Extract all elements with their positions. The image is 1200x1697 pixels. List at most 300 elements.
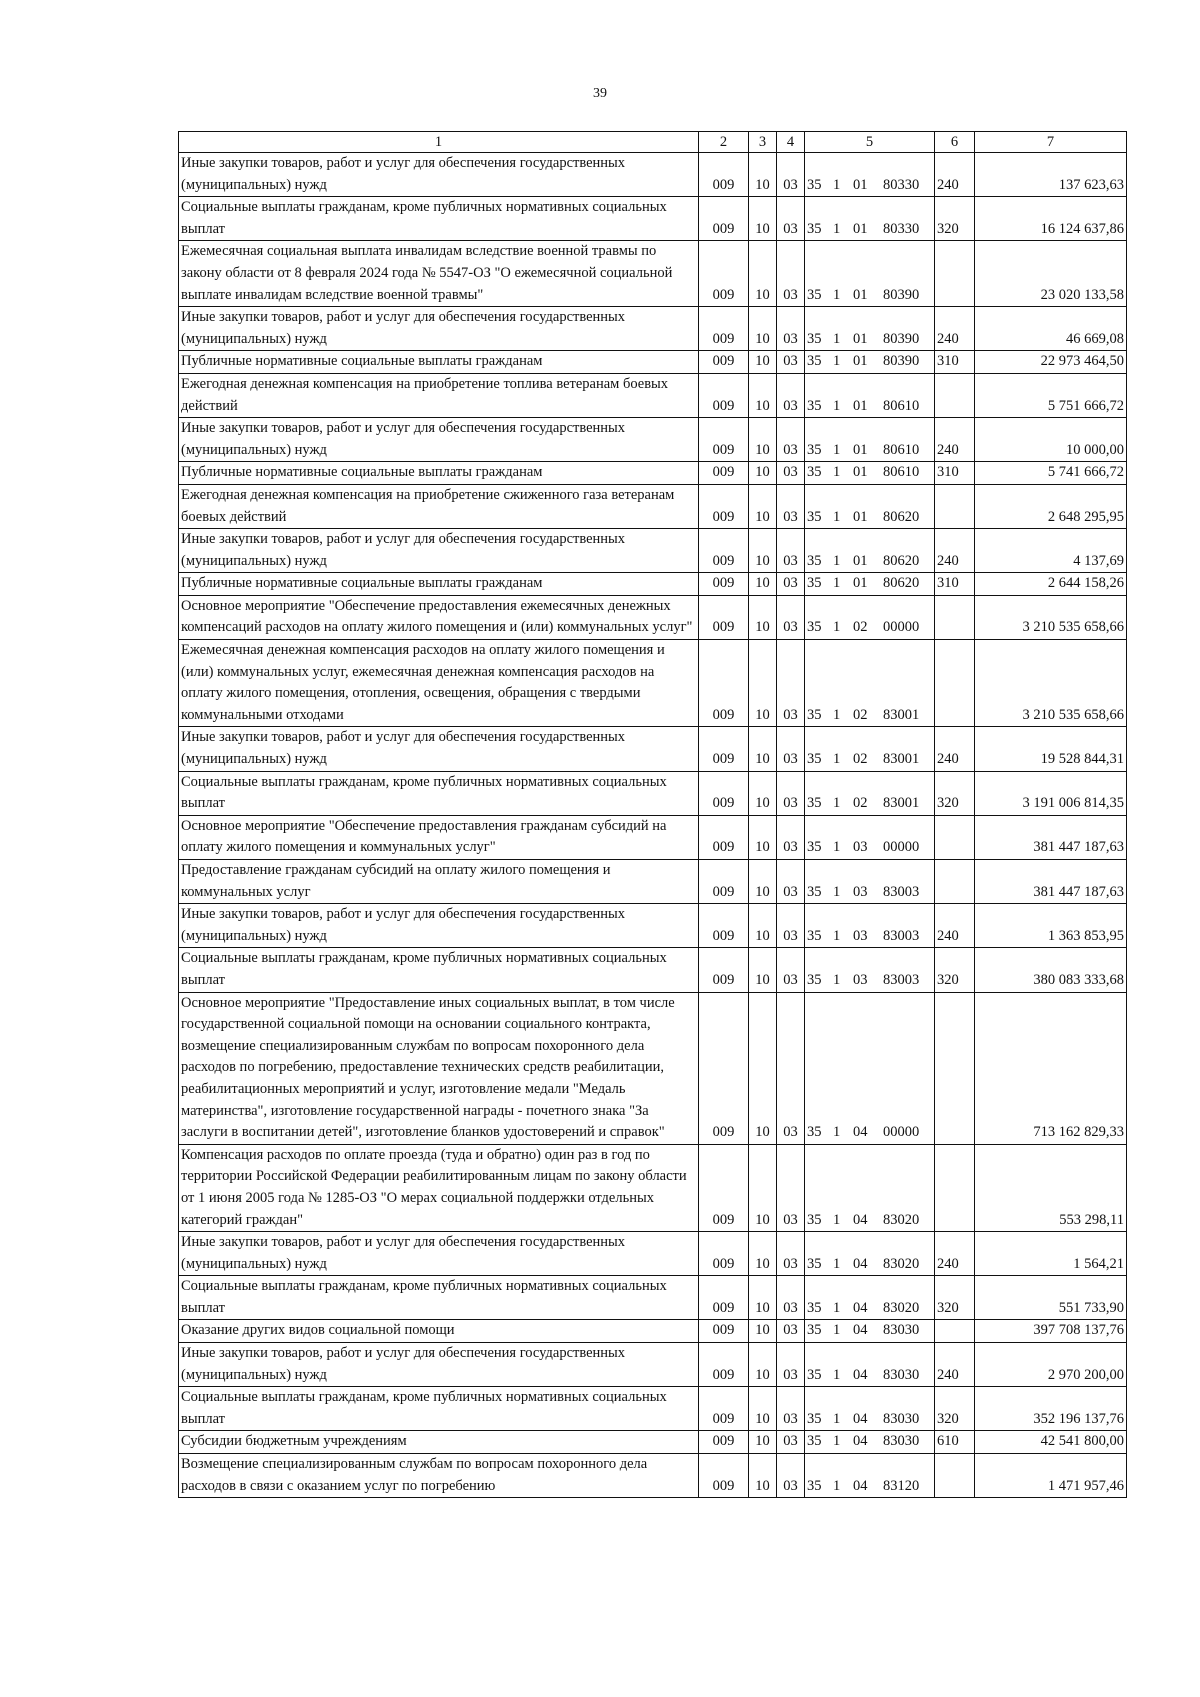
table-row (179, 197, 1127, 241)
target-article-part: 04 (853, 1211, 868, 1228)
target-article-part: 01 (853, 353, 868, 370)
target-article-part: 80610 (883, 441, 920, 458)
row-ministry-code: 009 (699, 1232, 749, 1276)
row-amount: 46 669,08 (975, 307, 1127, 351)
row-target-article-code (805, 484, 935, 528)
row-expense-type-code: 240 (935, 418, 975, 462)
row-section-code: 10 (749, 1320, 777, 1343)
row-name: Предоставление гражданам субсидий на оплату жилого помещения и коммунальных услуг (179, 860, 699, 904)
row-target-article-code (805, 351, 935, 374)
row-target-article-code (805, 860, 935, 904)
row-target-article-code (805, 1320, 935, 1343)
row-expense-type-code (935, 1144, 975, 1231)
table-row (179, 948, 1127, 992)
row-subsection-code: 03 (777, 1343, 805, 1387)
row-expense-type-code (935, 1454, 975, 1498)
target-article-part: 35 (807, 619, 822, 636)
target-article-part: 80390 (883, 330, 920, 347)
row-section-code: 10 (749, 197, 777, 241)
row-name: Социальные выплаты гражданам, кроме публичных нормативных социальных выплат (179, 948, 699, 992)
row-target-article-code (805, 771, 935, 815)
row-name: Иные закупки товаров, работ и услуг для обеспечения государственных (муниципальных) нужд (179, 153, 699, 197)
table-row (179, 904, 1127, 948)
target-article-part: 83030 (883, 1433, 920, 1450)
target-article-part: 1 (833, 1211, 841, 1228)
row-name: Основное мероприятие "Обеспечение предоставления гражданам субсидий на оплату жилого помещения и коммунальных услуг" (179, 815, 699, 859)
row-section-code: 10 (749, 1232, 777, 1276)
row-target-article-code (805, 1454, 935, 1498)
row-subsection-code: 03 (777, 1276, 805, 1320)
row-amount: 19 528 844,31 (975, 727, 1127, 771)
header-cell-2: 2 (699, 132, 749, 153)
target-article-part: 1 (833, 1124, 841, 1141)
row-target-article-code (805, 1276, 935, 1320)
table-row (179, 153, 1127, 197)
row-target-article-code (805, 153, 935, 197)
target-article-part: 35 (807, 1322, 822, 1339)
row-amount: 42 541 800,00 (975, 1431, 1127, 1454)
row-target-article-code (805, 307, 935, 351)
target-article-part: 01 (853, 330, 868, 347)
target-article-part: 00000 (883, 1124, 920, 1141)
target-article-part: 04 (853, 1299, 868, 1316)
row-amount: 713 162 829,33 (975, 992, 1127, 1144)
row-name: Социальные выплаты гражданам, кроме публичных нормативных социальных выплат (179, 1276, 699, 1320)
row-ministry-code: 009 (699, 418, 749, 462)
row-amount: 2 644 158,26 (975, 573, 1127, 596)
row-ministry-code: 009 (699, 771, 749, 815)
budget-table (178, 131, 1127, 1498)
table-row (179, 1343, 1127, 1387)
target-article-part: 35 (807, 1410, 822, 1427)
row-expense-type-code: 310 (935, 573, 975, 596)
row-target-article-code (805, 640, 935, 727)
row-target-article-code (805, 992, 935, 1144)
target-article-part: 80330 (883, 220, 920, 237)
row-subsection-code: 03 (777, 373, 805, 417)
row-target-article-code (805, 1431, 935, 1454)
header-cell-7: 7 (975, 132, 1127, 153)
target-article-part: 01 (853, 464, 868, 481)
target-article-part: 02 (853, 751, 868, 768)
row-amount: 381 447 187,63 (975, 815, 1127, 859)
row-subsection-code: 03 (777, 992, 805, 1144)
target-article-part: 35 (807, 1299, 822, 1316)
row-name: Публичные нормативные социальные выплаты гражданам (179, 462, 699, 485)
target-article-part: 35 (807, 353, 822, 370)
target-article-part: 03 (853, 971, 868, 988)
header-cell-3: 3 (749, 132, 777, 153)
header-cell-4: 4 (777, 132, 805, 153)
row-target-article-code (805, 573, 935, 596)
table-row (179, 462, 1127, 485)
target-article-part: 1 (833, 397, 841, 414)
header-cell-5: 5 (805, 132, 935, 153)
row-subsection-code: 03 (777, 640, 805, 727)
row-ministry-code: 009 (699, 1144, 749, 1231)
row-name: Иные закупки товаров, работ и услуг для обеспечения государственных (муниципальных) нужд (179, 529, 699, 573)
target-article-part: 35 (807, 552, 822, 569)
row-expense-type-code: 240 (935, 529, 975, 573)
row-ministry-code: 009 (699, 307, 749, 351)
table-row (179, 1276, 1127, 1320)
table-row (179, 1387, 1127, 1431)
row-ministry-code: 009 (699, 860, 749, 904)
target-article-part: 1 (833, 575, 841, 592)
row-name: Публичные нормативные социальные выплаты гражданам (179, 351, 699, 374)
row-target-article-code (805, 418, 935, 462)
target-article-part: 35 (807, 176, 822, 193)
row-name: Ежемесячная социальная выплата инвалидам вследствие военной травмы по закону области от 8 февраля 2024 года № 5547-ОЗ "О ежемесячной социальной выплате инвалидам вследствие военной травмы" (179, 241, 699, 307)
row-section-code: 10 (749, 727, 777, 771)
row-target-article-code (805, 529, 935, 573)
target-article-part: 35 (807, 795, 822, 812)
row-ministry-code: 009 (699, 727, 749, 771)
row-section-code: 10 (749, 307, 777, 351)
target-article-part: 35 (807, 1124, 822, 1141)
row-ministry-code: 009 (699, 351, 749, 374)
row-subsection-code: 03 (777, 904, 805, 948)
target-article-part: 80620 (883, 575, 920, 592)
target-article-part: 83003 (883, 883, 920, 900)
row-subsection-code: 03 (777, 573, 805, 596)
row-subsection-code: 03 (777, 1387, 805, 1431)
row-ministry-code: 009 (699, 484, 749, 528)
row-section-code: 10 (749, 771, 777, 815)
row-name: Иные закупки товаров, работ и услуг для обеспечения государственных (муниципальных) нужд (179, 727, 699, 771)
row-subsection-code: 03 (777, 197, 805, 241)
target-article-part: 01 (853, 176, 868, 193)
table-row (179, 484, 1127, 528)
row-amount: 380 083 333,68 (975, 948, 1127, 992)
row-target-article-code (805, 1232, 935, 1276)
row-name: Компенсация расходов по оплате проезда (туда и обратно) один раз в год по территории Российской Федерации реабилитированным лицам по закону области от 1 июня 2005 года № 1285-ОЗ "О мерах социальной поддержки отдельных категорий граждан" (179, 1144, 699, 1231)
target-article-part: 35 (807, 927, 822, 944)
table-row (179, 640, 1127, 727)
row-expense-type-code: 610 (935, 1431, 975, 1454)
row-section-code: 10 (749, 484, 777, 528)
row-subsection-code: 03 (777, 351, 805, 374)
row-expense-type-code: 320 (935, 771, 975, 815)
target-article-part: 01 (853, 552, 868, 569)
target-article-part: 1 (833, 971, 841, 988)
row-expense-type-code (935, 640, 975, 727)
row-name: Ежемесячная денежная компенсация расходов на оплату жилого помещения и (или) коммунальных услуг, ежемесячная денежная компенсация расходов на оплату жилого помещения, отопления, освещения, обращения с твердыми коммунальными отходами (179, 640, 699, 727)
row-amount: 3 210 535 658,66 (975, 640, 1127, 727)
table-row (179, 815, 1127, 859)
row-name: Ежегодная денежная компенсация на приобретение сжиженного газа ветеранам боевых действий (179, 484, 699, 528)
target-article-part: 03 (853, 927, 868, 944)
row-target-article-code (805, 462, 935, 485)
row-expense-type-code (935, 241, 975, 307)
target-article-part: 1 (833, 1366, 841, 1383)
row-section-code: 10 (749, 241, 777, 307)
row-section-code: 10 (749, 1454, 777, 1498)
target-article-part: 1 (833, 795, 841, 812)
header-cell-6: 6 (935, 132, 975, 153)
row-section-code: 10 (749, 1431, 777, 1454)
target-article-part: 1 (833, 176, 841, 193)
row-name: Основное мероприятие "Предоставление иных социальных выплат, в том числе государственной социальной помощи на основании социального контракта, возмещение специализированным службам по вопросам похоронного дела расходов по погребению, предоставление технических средств реабилитации, реабилитационных мероприятий и услуг, изготовление медали "Медаль материнства", изготовление государственной награды - почетного знака "За заслуги в воспитании детей", изготовление бланков удостоверений и справок" (179, 992, 699, 1144)
row-name: Иные закупки товаров, работ и услуг для обеспечения государственных (муниципальных) нужд (179, 904, 699, 948)
row-name: Иные закупки товаров, работ и услуг для обеспечения государственных (муниципальных) нужд (179, 1343, 699, 1387)
target-article-part: 35 (807, 220, 822, 237)
row-section-code: 10 (749, 904, 777, 948)
target-article-part: 83030 (883, 1366, 920, 1383)
row-subsection-code: 03 (777, 462, 805, 485)
target-article-part: 80610 (883, 464, 920, 481)
row-expense-type-code: 240 (935, 904, 975, 948)
target-article-part: 83001 (883, 795, 920, 812)
row-name: Иные закупки товаров, работ и услуг для обеспечения государственных (муниципальных) нужд (179, 1232, 699, 1276)
row-subsection-code: 03 (777, 1320, 805, 1343)
row-ministry-code: 009 (699, 573, 749, 596)
row-subsection-code: 03 (777, 1454, 805, 1498)
target-article-part: 04 (853, 1410, 868, 1427)
row-ministry-code: 009 (699, 462, 749, 485)
target-article-part: 00000 (883, 619, 920, 636)
target-article-part: 1 (833, 839, 841, 856)
row-expense-type-code: 320 (935, 197, 975, 241)
row-ministry-code: 009 (699, 1343, 749, 1387)
table-row (179, 307, 1127, 351)
target-article-part: 35 (807, 575, 822, 592)
target-article-part: 35 (807, 883, 822, 900)
row-name: Публичные нормативные социальные выплаты гражданам (179, 573, 699, 596)
target-article-part: 01 (853, 220, 868, 237)
table-row (179, 860, 1127, 904)
target-article-part: 02 (853, 706, 868, 723)
row-section-code: 10 (749, 153, 777, 197)
target-article-part: 04 (853, 1255, 868, 1272)
row-subsection-code: 03 (777, 1431, 805, 1454)
row-subsection-code: 03 (777, 307, 805, 351)
row-ministry-code: 009 (699, 529, 749, 573)
target-article-part: 01 (853, 441, 868, 458)
target-article-part: 35 (807, 1255, 822, 1272)
target-article-part: 83003 (883, 927, 920, 944)
row-amount: 553 298,11 (975, 1144, 1127, 1231)
row-amount: 137 623,63 (975, 153, 1127, 197)
row-target-article-code (805, 1343, 935, 1387)
row-section-code: 10 (749, 373, 777, 417)
row-expense-type-code (935, 373, 975, 417)
row-expense-type-code: 240 (935, 1343, 975, 1387)
target-article-part: 00000 (883, 839, 920, 856)
row-amount: 16 124 637,86 (975, 197, 1127, 241)
target-article-part: 83020 (883, 1211, 920, 1228)
row-name: Иные закупки товаров, работ и услуг для обеспечения государственных (муниципальных) нужд (179, 418, 699, 462)
row-amount: 23 020 133,58 (975, 241, 1127, 307)
target-article-part: 04 (853, 1322, 868, 1339)
row-name: Возмещение специализированным службам по вопросам похоронного дела расходов в связи с оказанием услуг по погребению (179, 1454, 699, 1498)
row-ministry-code: 009 (699, 992, 749, 1144)
row-expense-type-code: 320 (935, 948, 975, 992)
row-section-code: 10 (749, 595, 777, 639)
row-amount: 397 708 137,76 (975, 1320, 1127, 1343)
target-article-part: 01 (853, 397, 868, 414)
table-row (179, 1431, 1127, 1454)
row-ministry-code: 009 (699, 1320, 749, 1343)
row-section-code: 10 (749, 1387, 777, 1431)
target-article-part: 01 (853, 575, 868, 592)
table-row (179, 727, 1127, 771)
row-expense-type-code (935, 992, 975, 1144)
row-ministry-code: 009 (699, 1387, 749, 1431)
target-article-part: 83001 (883, 751, 920, 768)
row-amount: 3 210 535 658,66 (975, 595, 1127, 639)
row-subsection-code: 03 (777, 529, 805, 573)
target-article-part: 1 (833, 508, 841, 525)
target-article-part: 01 (853, 286, 868, 303)
row-expense-type-code: 320 (935, 1387, 975, 1431)
row-ministry-code: 009 (699, 948, 749, 992)
target-article-part: 1 (833, 441, 841, 458)
row-ministry-code: 009 (699, 1454, 749, 1498)
row-expense-type-code: 240 (935, 727, 975, 771)
row-subsection-code: 03 (777, 1144, 805, 1231)
target-article-part: 80390 (883, 353, 920, 370)
table-row (179, 418, 1127, 462)
target-article-part: 1 (833, 619, 841, 636)
row-ministry-code: 009 (699, 1276, 749, 1320)
row-ministry-code: 009 (699, 640, 749, 727)
row-section-code: 10 (749, 992, 777, 1144)
table-row (179, 1454, 1127, 1498)
target-article-part: 83020 (883, 1299, 920, 1316)
target-article-part: 1 (833, 353, 841, 370)
row-amount: 22 973 464,50 (975, 351, 1127, 374)
target-article-part: 83020 (883, 1255, 920, 1272)
row-subsection-code: 03 (777, 418, 805, 462)
row-amount: 352 196 137,76 (975, 1387, 1127, 1431)
target-article-part: 1 (833, 883, 841, 900)
table-row (179, 992, 1127, 1144)
row-expense-type-code: 310 (935, 351, 975, 374)
row-section-code: 10 (749, 640, 777, 727)
row-amount: 3 191 006 814,35 (975, 771, 1127, 815)
row-name: Социальные выплаты гражданам, кроме публичных нормативных социальных выплат (179, 1387, 699, 1431)
row-name: Субсидии бюджетным учреждениям (179, 1431, 699, 1454)
row-target-article-code (805, 904, 935, 948)
target-article-part: 02 (853, 619, 868, 636)
target-article-part: 35 (807, 464, 822, 481)
row-expense-type-code (935, 484, 975, 528)
row-name: Ежегодная денежная компенсация на приобретение топлива ветеранам боевых действий (179, 373, 699, 417)
row-target-article-code (805, 1144, 935, 1231)
row-section-code: 10 (749, 529, 777, 573)
target-article-part: 03 (853, 839, 868, 856)
target-article-part: 80610 (883, 397, 920, 414)
row-amount: 2 648 295,95 (975, 484, 1127, 528)
target-article-part: 35 (807, 839, 822, 856)
row-target-article-code (805, 595, 935, 639)
row-amount: 1 471 957,46 (975, 1454, 1127, 1498)
target-article-part: 1 (833, 1299, 841, 1316)
row-target-article-code (805, 241, 935, 307)
target-article-part: 01 (853, 508, 868, 525)
row-target-article-code (805, 727, 935, 771)
row-section-code: 10 (749, 860, 777, 904)
row-ministry-code: 009 (699, 595, 749, 639)
target-article-part: 35 (807, 1433, 822, 1450)
target-article-part: 35 (807, 330, 822, 347)
row-subsection-code: 03 (777, 860, 805, 904)
row-ministry-code: 009 (699, 197, 749, 241)
row-ministry-code: 009 (699, 815, 749, 859)
row-amount: 1 363 853,95 (975, 904, 1127, 948)
row-section-code: 10 (749, 418, 777, 462)
row-ministry-code: 009 (699, 241, 749, 307)
target-article-part: 1 (833, 1322, 841, 1339)
row-amount: 5 741 666,72 (975, 462, 1127, 485)
target-article-part: 80390 (883, 286, 920, 303)
row-section-code: 10 (749, 815, 777, 859)
target-article-part: 35 (807, 971, 822, 988)
row-amount: 5 751 666,72 (975, 373, 1127, 417)
target-article-part: 1 (833, 751, 841, 768)
table-row (179, 1144, 1127, 1231)
target-article-part: 35 (807, 286, 822, 303)
row-target-article-code (805, 373, 935, 417)
target-article-part: 1 (833, 706, 841, 723)
target-article-part: 1 (833, 330, 841, 347)
target-article-part: 02 (853, 795, 868, 812)
header-row (179, 132, 1127, 153)
row-amount: 381 447 187,63 (975, 860, 1127, 904)
row-target-article-code (805, 948, 935, 992)
row-ministry-code: 009 (699, 904, 749, 948)
page-number: 39 (593, 86, 607, 101)
target-article-part: 04 (853, 1366, 868, 1383)
row-name: Основное мероприятие "Обеспечение предоставления ежемесячных денежных компенсаций расходов на оплату жилого помещения и (или) коммунальных услуг" (179, 595, 699, 639)
target-article-part: 1 (833, 552, 841, 569)
target-article-part: 04 (853, 1433, 868, 1450)
table-row (179, 1320, 1127, 1343)
target-article-part: 1 (833, 1255, 841, 1272)
table-row (179, 241, 1127, 307)
target-article-part: 35 (807, 441, 822, 458)
row-expense-type-code: 240 (935, 153, 975, 197)
row-amount: 10 000,00 (975, 418, 1127, 462)
row-amount: 551 733,90 (975, 1276, 1127, 1320)
target-article-part: 35 (807, 508, 822, 525)
table-row (179, 529, 1127, 573)
row-expense-type-code (935, 1320, 975, 1343)
row-name: Оказание других видов социальной помощи (179, 1320, 699, 1343)
target-article-part: 35 (807, 1211, 822, 1228)
row-section-code: 10 (749, 948, 777, 992)
row-target-article-code (805, 197, 935, 241)
row-subsection-code: 03 (777, 1232, 805, 1276)
row-target-article-code (805, 815, 935, 859)
target-article-part: 1 (833, 1410, 841, 1427)
row-expense-type-code (935, 595, 975, 639)
row-ministry-code: 009 (699, 1431, 749, 1454)
row-section-code: 10 (749, 462, 777, 485)
row-name: Социальные выплаты гражданам, кроме публичных нормативных социальных выплат (179, 771, 699, 815)
target-article-part: 03 (853, 883, 868, 900)
table-row (179, 573, 1127, 596)
target-article-part: 35 (807, 1366, 822, 1383)
row-expense-type-code: 240 (935, 1232, 975, 1276)
row-subsection-code: 03 (777, 484, 805, 528)
row-expense-type-code: 310 (935, 462, 975, 485)
row-section-code: 10 (749, 573, 777, 596)
header-cell-1: 1 (179, 132, 699, 153)
row-target-article-code (805, 1387, 935, 1431)
target-article-part: 80620 (883, 508, 920, 525)
